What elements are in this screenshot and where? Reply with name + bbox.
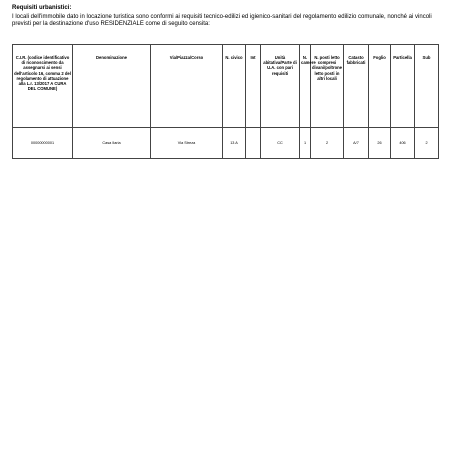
cell-unita: CC — [261, 128, 300, 159]
cell-catasto: A/7 — [344, 128, 369, 159]
header-camere: N. camere — [300, 45, 311, 128]
cell-denominazione: Casa Ilaria — [73, 128, 151, 159]
header-int: Int — [246, 45, 261, 128]
table-header-row — [13, 45, 439, 128]
header-cir: C.I.R. (codice identificativo di riconoscimento da assegnarsi ai sensi dell'articolo 16, comma 2 del regolamento di attuazione alla L.r. 13/2017 A CURA DEL COMUNE) — [13, 45, 73, 128]
requirements-table — [12, 44, 439, 159]
header-foglio: Foglio — [369, 45, 391, 128]
section-intro: I locali dell'immobile dato in locazione turistica sono conformi ai requisiti tecnico-edilizi ed igienico-sanitari del regolamento edilizio comunale, nonché ai vincoli previsti per la destinazione d'uso RESIDENZIALE come di seguito censita: — [12, 14, 432, 28]
cell-posti-letto: 2 — [311, 128, 344, 159]
section-heading: Requisiti urbanistici: — [12, 5, 72, 11]
cell-sub: 2 — [415, 128, 439, 159]
header-particella: Particella — [391, 45, 415, 128]
header-civico: N. civico — [223, 45, 246, 128]
header-sub: Sub — [415, 45, 439, 128]
table-row — [13, 128, 439, 159]
cell-civico: 13 A — [223, 128, 246, 159]
requirements-table-wrapper — [12, 44, 438, 159]
cell-int — [246, 128, 261, 159]
cell-camere: 1 — [300, 128, 311, 159]
header-unita: Unità abitativa/Parte di U.A. con pari requisiti — [261, 45, 300, 128]
header-catasto: Catasto fabbricati — [344, 45, 369, 128]
header-via: Via/Piazza/Corso — [151, 45, 223, 128]
header-posti-letto: N. posti letto compresi divani/poltrone letto posti in altri locali — [311, 45, 344, 128]
cell-cir: 00000000001 — [13, 128, 73, 159]
cell-foglio: 26 — [369, 128, 391, 159]
cell-particella: 406 — [391, 128, 415, 159]
header-denominazione: Denominazione — [73, 45, 151, 128]
cell-via: Via Streza — [151, 128, 223, 159]
